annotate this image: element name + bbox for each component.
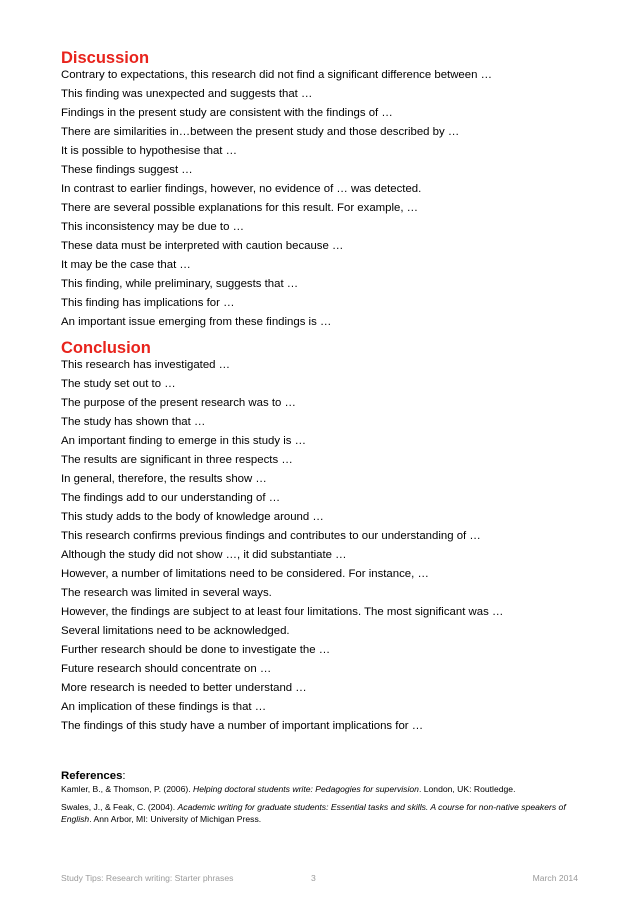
discussion-phrase: There are similarities in…between the present study and those described by … <box>61 126 460 138</box>
conclusion-phrase: This study adds to the body of knowledge around … <box>61 511 324 523</box>
discussion-phrase: This finding was unexpected and suggests that … <box>61 88 313 100</box>
reference-item <box>61 784 581 796</box>
reference-title: Academic writing for graduate students: Essential tasks and skills. A course for non-native speakers of English <box>61 802 566 824</box>
reference-title: Helping doctoral students write: Pedagogies for supervision <box>193 784 419 794</box>
conclusion-phrase: An important finding to emerge in this study is … <box>61 435 307 447</box>
conclusion-phrase: An implication of these findings is that … <box>61 701 267 713</box>
discussion-phrase: An important issue emerging from these findings is … <box>61 316 332 328</box>
discussion-phrase: There are several possible explanations for this result. For example, … <box>61 202 419 214</box>
discussion-heading: Discussion <box>61 49 150 67</box>
discussion-phrase: These findings suggest … <box>61 164 193 176</box>
conclusion-phrase: Future research should concentrate on … <box>61 663 272 675</box>
conclusion-phrase: Several limitations need to be acknowledged. <box>61 625 290 637</box>
references-heading <box>61 769 126 783</box>
conclusion-phrase: However, the findings are subject to at least four limitations. The most significant was … <box>61 606 504 618</box>
conclusion-phrase: This research confirms previous findings and contributes to our understanding of … <box>61 530 481 542</box>
reference-authors: Kamler, B., & Thomson, P. (2006). <box>61 784 193 794</box>
conclusion-phrase: The results are significant in three respects … <box>61 454 293 466</box>
discussion-phrase: In contrast to earlier findings, however, no evidence of … was detected. <box>61 183 422 195</box>
discussion-phrase: This finding, while preliminary, suggests that … <box>61 278 299 290</box>
discussion-phrase: It may be the case that … <box>61 259 191 271</box>
reference-item <box>61 802 581 825</box>
footer-page-number: 3 <box>311 873 316 883</box>
discussion-phrase: This finding has implications for … <box>61 297 235 309</box>
conclusion-phrase: However, a number of limitations need to be considered. For instance, … <box>61 568 429 580</box>
footer-document-title: Study Tips: Research writing: Starter phrases <box>61 873 234 883</box>
reference-publisher: . Ann Arbor, MI: University of Michigan Press. <box>89 813 262 824</box>
discussion-phrase: This inconsistency may be due to … <box>61 221 244 233</box>
conclusion-phrase: In general, therefore, the results show … <box>61 473 267 485</box>
references-title: References <box>61 770 123 782</box>
conclusion-phrase: The study set out to … <box>61 378 176 390</box>
conclusion-phrase: The study has shown that … <box>61 416 206 428</box>
footer-date: March 2014 <box>532 873 578 883</box>
conclusion-phrase: The findings add to our understanding of … <box>61 492 281 504</box>
conclusion-phrase: Further research should be done to investigate the … <box>61 644 331 656</box>
discussion-phrase: Contrary to expectations, this research did not find a significant difference between … <box>61 69 492 81</box>
references-colon: : <box>122 770 126 782</box>
reference-authors: Swales, J., & Feak, C. (2004). <box>61 802 178 812</box>
conclusion-phrase: The purpose of the present research was to … <box>61 397 296 409</box>
discussion-phrase: These data must be interpreted with caution because … <box>61 240 344 252</box>
discussion-phrase: Findings in the present study are consistent with the findings of … <box>61 107 393 119</box>
conclusion-phrase: The research was limited in several ways. <box>61 587 272 599</box>
conclusion-phrase: The findings of this study have a number of important implications for … <box>61 720 424 732</box>
reference-publisher: . London, UK: Routledge. <box>418 784 516 794</box>
conclusion-phrase: More research is needed to better understand … <box>61 682 307 694</box>
conclusion-heading: Conclusion <box>61 339 151 357</box>
conclusion-phrase: This research has investigated … <box>61 359 231 371</box>
discussion-phrase: It is possible to hypothesise that … <box>61 145 238 157</box>
conclusion-phrase: Although the study did not show …, it did substantiate … <box>61 549 347 561</box>
